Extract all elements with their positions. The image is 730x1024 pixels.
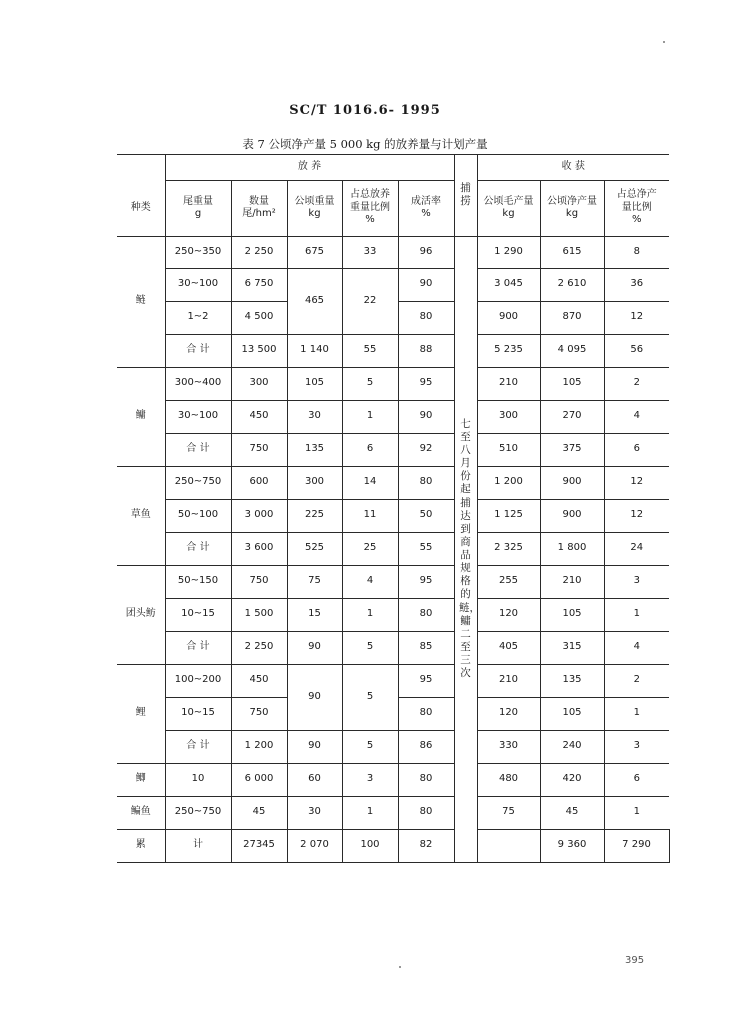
subtotal-label: 合 计 [165, 631, 231, 664]
stock-ratio-cell: 25 [342, 532, 398, 565]
weight-cell: 90 [287, 664, 342, 730]
stock-ratio-cell: 5 [342, 631, 398, 664]
subtotal-label: 合 计 [165, 532, 231, 565]
stock-ratio-cell: 6 [342, 433, 398, 466]
tail-weight-cell: 50~100 [165, 499, 231, 532]
species-cell: 鲤 [117, 664, 165, 763]
survival-cell: 95 [398, 367, 454, 400]
subtotal-label: 合 计 [165, 433, 231, 466]
net-yield-cell: 4 095 [540, 334, 604, 367]
net-yield-cell: 2 610 [540, 268, 604, 301]
species-head-top [117, 154, 165, 180]
harvest-header: 收 获 [477, 154, 669, 180]
weight-cell: 2 070 [287, 829, 342, 862]
quantity-cell: 1 500 [231, 598, 287, 631]
gross-yield-cell: 900 [477, 301, 540, 334]
gross-yield-cell: 255 [477, 565, 540, 598]
survival-cell: 55 [398, 532, 454, 565]
tail-weight-cell: 100~200 [165, 664, 231, 697]
net-ratio-cell: 2 [604, 664, 669, 697]
gross-yield-cell: 1 200 [477, 466, 540, 499]
net-yield-cell: 870 [540, 301, 604, 334]
quantity-cell: 2 250 [231, 236, 287, 268]
quantity-cell: 450 [231, 664, 287, 697]
subtotal-label: 合 计 [165, 334, 231, 367]
stocking-header: 放 养 [165, 154, 454, 180]
weight-cell: 465 [287, 268, 342, 334]
tail-weight-cell: 10 [165, 763, 231, 796]
quantity-cell: 13 500 [231, 334, 287, 367]
net-yield-cell: 135 [540, 664, 604, 697]
stock-ratio-cell: 14 [342, 466, 398, 499]
stock-ratio-cell: 3 [342, 763, 398, 796]
quantity-cell: 750 [231, 433, 287, 466]
quantity-cell: 3 600 [231, 532, 287, 565]
total-label: 累 [117, 829, 165, 862]
net-ratio-cell: 56 [604, 334, 669, 367]
gross-yield-cell: 480 [477, 763, 540, 796]
table-row [117, 400, 669, 433]
tail-weight-cell: 30~100 [165, 268, 231, 301]
quantity-cell: 600 [231, 466, 287, 499]
stock-ratio-cell: 1 [342, 796, 398, 829]
quantity-cell: 1 200 [231, 730, 287, 763]
tail-weight-cell: 10~15 [165, 598, 231, 631]
stock-ratio-cell: 5 [342, 664, 398, 730]
net-yield-cell: 7 290 [604, 829, 669, 862]
weight-cell: 135 [287, 433, 342, 466]
stock-ratio-cell: 22 [342, 268, 398, 334]
net-ratio-header: 占总净产 量比例 % [604, 180, 669, 236]
subtotal-row [117, 433, 669, 466]
survival-cell: 80 [398, 466, 454, 499]
quantity-header: 数量 尾/hm² [231, 180, 287, 236]
tail-weight-cell: 300~400 [165, 367, 231, 400]
survival-cell: 90 [398, 268, 454, 301]
table-row [117, 565, 669, 598]
net-ratio-cell: 12 [604, 301, 669, 334]
survival-cell: 50 [398, 499, 454, 532]
total-label-2: 计 [165, 829, 231, 862]
gross-yield-cell: 9 360 [540, 829, 604, 862]
weight-cell: 1 140 [287, 334, 342, 367]
table-caption: 表 7 公顷净产量 5 000 kg 的放养量与计划产量 [242, 137, 488, 151]
net-ratio-cell: 3 [604, 565, 669, 598]
stock-ratio-cell: 55 [342, 334, 398, 367]
survival-cell: 96 [398, 236, 454, 268]
remark-header: 捕捞 [454, 154, 477, 236]
stock-ratio-cell: 33 [342, 236, 398, 268]
net-yield-header: 公顷净产量 kg [540, 180, 604, 236]
tail-weight-cell: 250~750 [165, 466, 231, 499]
tail-weight-header: 尾重量 g [165, 180, 231, 236]
survival-cell: 80 [398, 697, 454, 730]
net-ratio-cell: 36 [604, 268, 669, 301]
table-row [117, 598, 669, 631]
species-header: 种类 [117, 180, 165, 236]
net-ratio-cell: 1 [604, 697, 669, 730]
gross-yield-header: 公顷毛产量 kg [477, 180, 540, 236]
gross-yield-cell: 405 [477, 631, 540, 664]
weight-cell: 60 [287, 763, 342, 796]
weight-cell: 90 [287, 730, 342, 763]
gross-yield-cell: 210 [477, 664, 540, 697]
survival-cell: 80 [398, 763, 454, 796]
quantity-cell: 450 [231, 400, 287, 433]
quantity-cell: 3 000 [231, 499, 287, 532]
subtotal-row [117, 730, 669, 763]
net-ratio-cell: 1 [604, 598, 669, 631]
net-yield-cell: 315 [540, 631, 604, 664]
table-row [117, 367, 669, 400]
remark-total-cell [477, 829, 540, 862]
quantity-cell: 4 500 [231, 301, 287, 334]
net-yield-cell: 615 [540, 236, 604, 268]
remark-cell: 七至八月份起捕达到商品规格的鲢，鳙二至三次 [454, 236, 477, 862]
gross-yield-cell: 510 [477, 433, 540, 466]
weight-cell: 525 [287, 532, 342, 565]
net-yield-cell: 900 [540, 466, 604, 499]
table-row [117, 268, 669, 301]
survival-cell: 92 [398, 433, 454, 466]
gross-yield-cell: 330 [477, 730, 540, 763]
table-row [117, 763, 669, 796]
tail-weight-cell: 30~100 [165, 400, 231, 433]
quantity-cell: 45 [231, 796, 287, 829]
gross-yield-cell: 2 325 [477, 532, 540, 565]
net-yield-cell: 210 [540, 565, 604, 598]
species-cell: 鳊鱼 [117, 796, 165, 829]
tail-weight-cell: 50~150 [165, 565, 231, 598]
survival-cell: 88 [398, 334, 454, 367]
net-ratio-cell: 24 [604, 532, 669, 565]
survival-cell: 80 [398, 301, 454, 334]
stocking-yield-table [117, 124, 669, 863]
stock-ratio-cell: 5 [342, 730, 398, 763]
quantity-cell: 6 000 [231, 763, 287, 796]
survival-cell: 80 [398, 796, 454, 829]
net-ratio-cell: 6 [604, 433, 669, 466]
species-cell: 鲫 [117, 763, 165, 796]
weight-cell: 30 [287, 796, 342, 829]
standard-code-header: SC/T 1016.6- 1995 [289, 103, 441, 118]
subtotal-label: 合 计 [165, 730, 231, 763]
tail-weight-cell: 250~750 [165, 796, 231, 829]
table-row [117, 664, 669, 697]
net-ratio-cell: 4 [604, 631, 669, 664]
weight-cell: 90 [287, 631, 342, 664]
stock-ratio-cell: 1 [342, 598, 398, 631]
table-row [117, 796, 669, 829]
quantity-cell: 300 [231, 367, 287, 400]
gross-yield-cell: 5 235 [477, 334, 540, 367]
gross-yield-cell: 75 [477, 796, 540, 829]
net-yield-cell: 270 [540, 400, 604, 433]
weight-cell: 675 [287, 236, 342, 268]
survival-cell: 82 [398, 829, 454, 862]
grand-total-row [117, 829, 669, 862]
tail-weight-cell: 10~15 [165, 697, 231, 730]
weight-cell: 75 [287, 565, 342, 598]
net-yield-cell: 420 [540, 763, 604, 796]
gross-yield-cell: 1 125 [477, 499, 540, 532]
species-cell: 鳙 [117, 367, 165, 466]
quantity-cell: 750 [231, 565, 287, 598]
net-ratio-cell: 8 [604, 236, 669, 268]
net-yield-cell: 900 [540, 499, 604, 532]
net-yield-cell: 375 [540, 433, 604, 466]
net-yield-cell: 105 [540, 598, 604, 631]
table-row [117, 236, 669, 268]
survival-cell: 85 [398, 631, 454, 664]
weight-cell: 225 [287, 499, 342, 532]
gross-yield-cell: 3 045 [477, 268, 540, 301]
tail-weight-cell: 1~2 [165, 301, 231, 334]
net-yield-cell: 105 [540, 367, 604, 400]
survival-cell: 80 [398, 598, 454, 631]
stock-ratio-cell: 4 [342, 565, 398, 598]
survival-header: 成活率 % [398, 180, 454, 236]
survival-cell: 90 [398, 400, 454, 433]
page-number: 395 [625, 955, 645, 966]
subtotal-row [117, 631, 669, 664]
scan-speck [399, 966, 401, 968]
net-ratio-cell: 6 [604, 763, 669, 796]
net-ratio-cell: 12 [604, 499, 669, 532]
weight-cell: 300 [287, 466, 342, 499]
weight-cell: 105 [287, 367, 342, 400]
gross-yield-cell: 120 [477, 697, 540, 730]
weight-cell: 30 [287, 400, 342, 433]
net-ratio-cell: 4 [604, 400, 669, 433]
net-ratio-cell: 3 [604, 730, 669, 763]
gross-yield-cell: 210 [477, 367, 540, 400]
stock-ratio-cell: 11 [342, 499, 398, 532]
species-cell: 鲢 [117, 236, 165, 367]
net-yield-cell: 105 [540, 697, 604, 730]
net-yield-cell: 1 800 [540, 532, 604, 565]
weight-cell: 15 [287, 598, 342, 631]
subtotal-row [117, 334, 669, 367]
net-ratio-cell: 12 [604, 466, 669, 499]
net-ratio-cell: 1 [604, 796, 669, 829]
gross-yield-cell: 300 [477, 400, 540, 433]
table-row [117, 466, 669, 499]
net-yield-cell: 240 [540, 730, 604, 763]
stock-ratio-header: 占总放养 重量比例 % [342, 180, 398, 236]
survival-cell: 95 [398, 664, 454, 697]
scan-speck [663, 41, 665, 43]
stock-ratio-cell: 5 [342, 367, 398, 400]
quantity-cell: 2 250 [231, 631, 287, 664]
gross-yield-cell: 1 290 [477, 236, 540, 268]
species-cell: 草鱼 [117, 466, 165, 565]
species-cell: 团头鲂 [117, 565, 165, 664]
gross-yield-cell: 120 [477, 598, 540, 631]
survival-cell: 95 [398, 565, 454, 598]
table-row [117, 499, 669, 532]
quantity-cell: 6 750 [231, 268, 287, 301]
tail-weight-cell: 250~350 [165, 236, 231, 268]
net-yield-cell: 45 [540, 796, 604, 829]
net-ratio-cell: 2 [604, 367, 669, 400]
subtotal-row [117, 532, 669, 565]
stock-ratio-cell: 1 [342, 400, 398, 433]
weight-per-ha-header: 公顷重量 kg [287, 180, 342, 236]
quantity-cell: 27345 [231, 829, 287, 862]
stock-ratio-cell: 100 [342, 829, 398, 862]
survival-cell: 86 [398, 730, 454, 763]
quantity-cell: 750 [231, 697, 287, 730]
